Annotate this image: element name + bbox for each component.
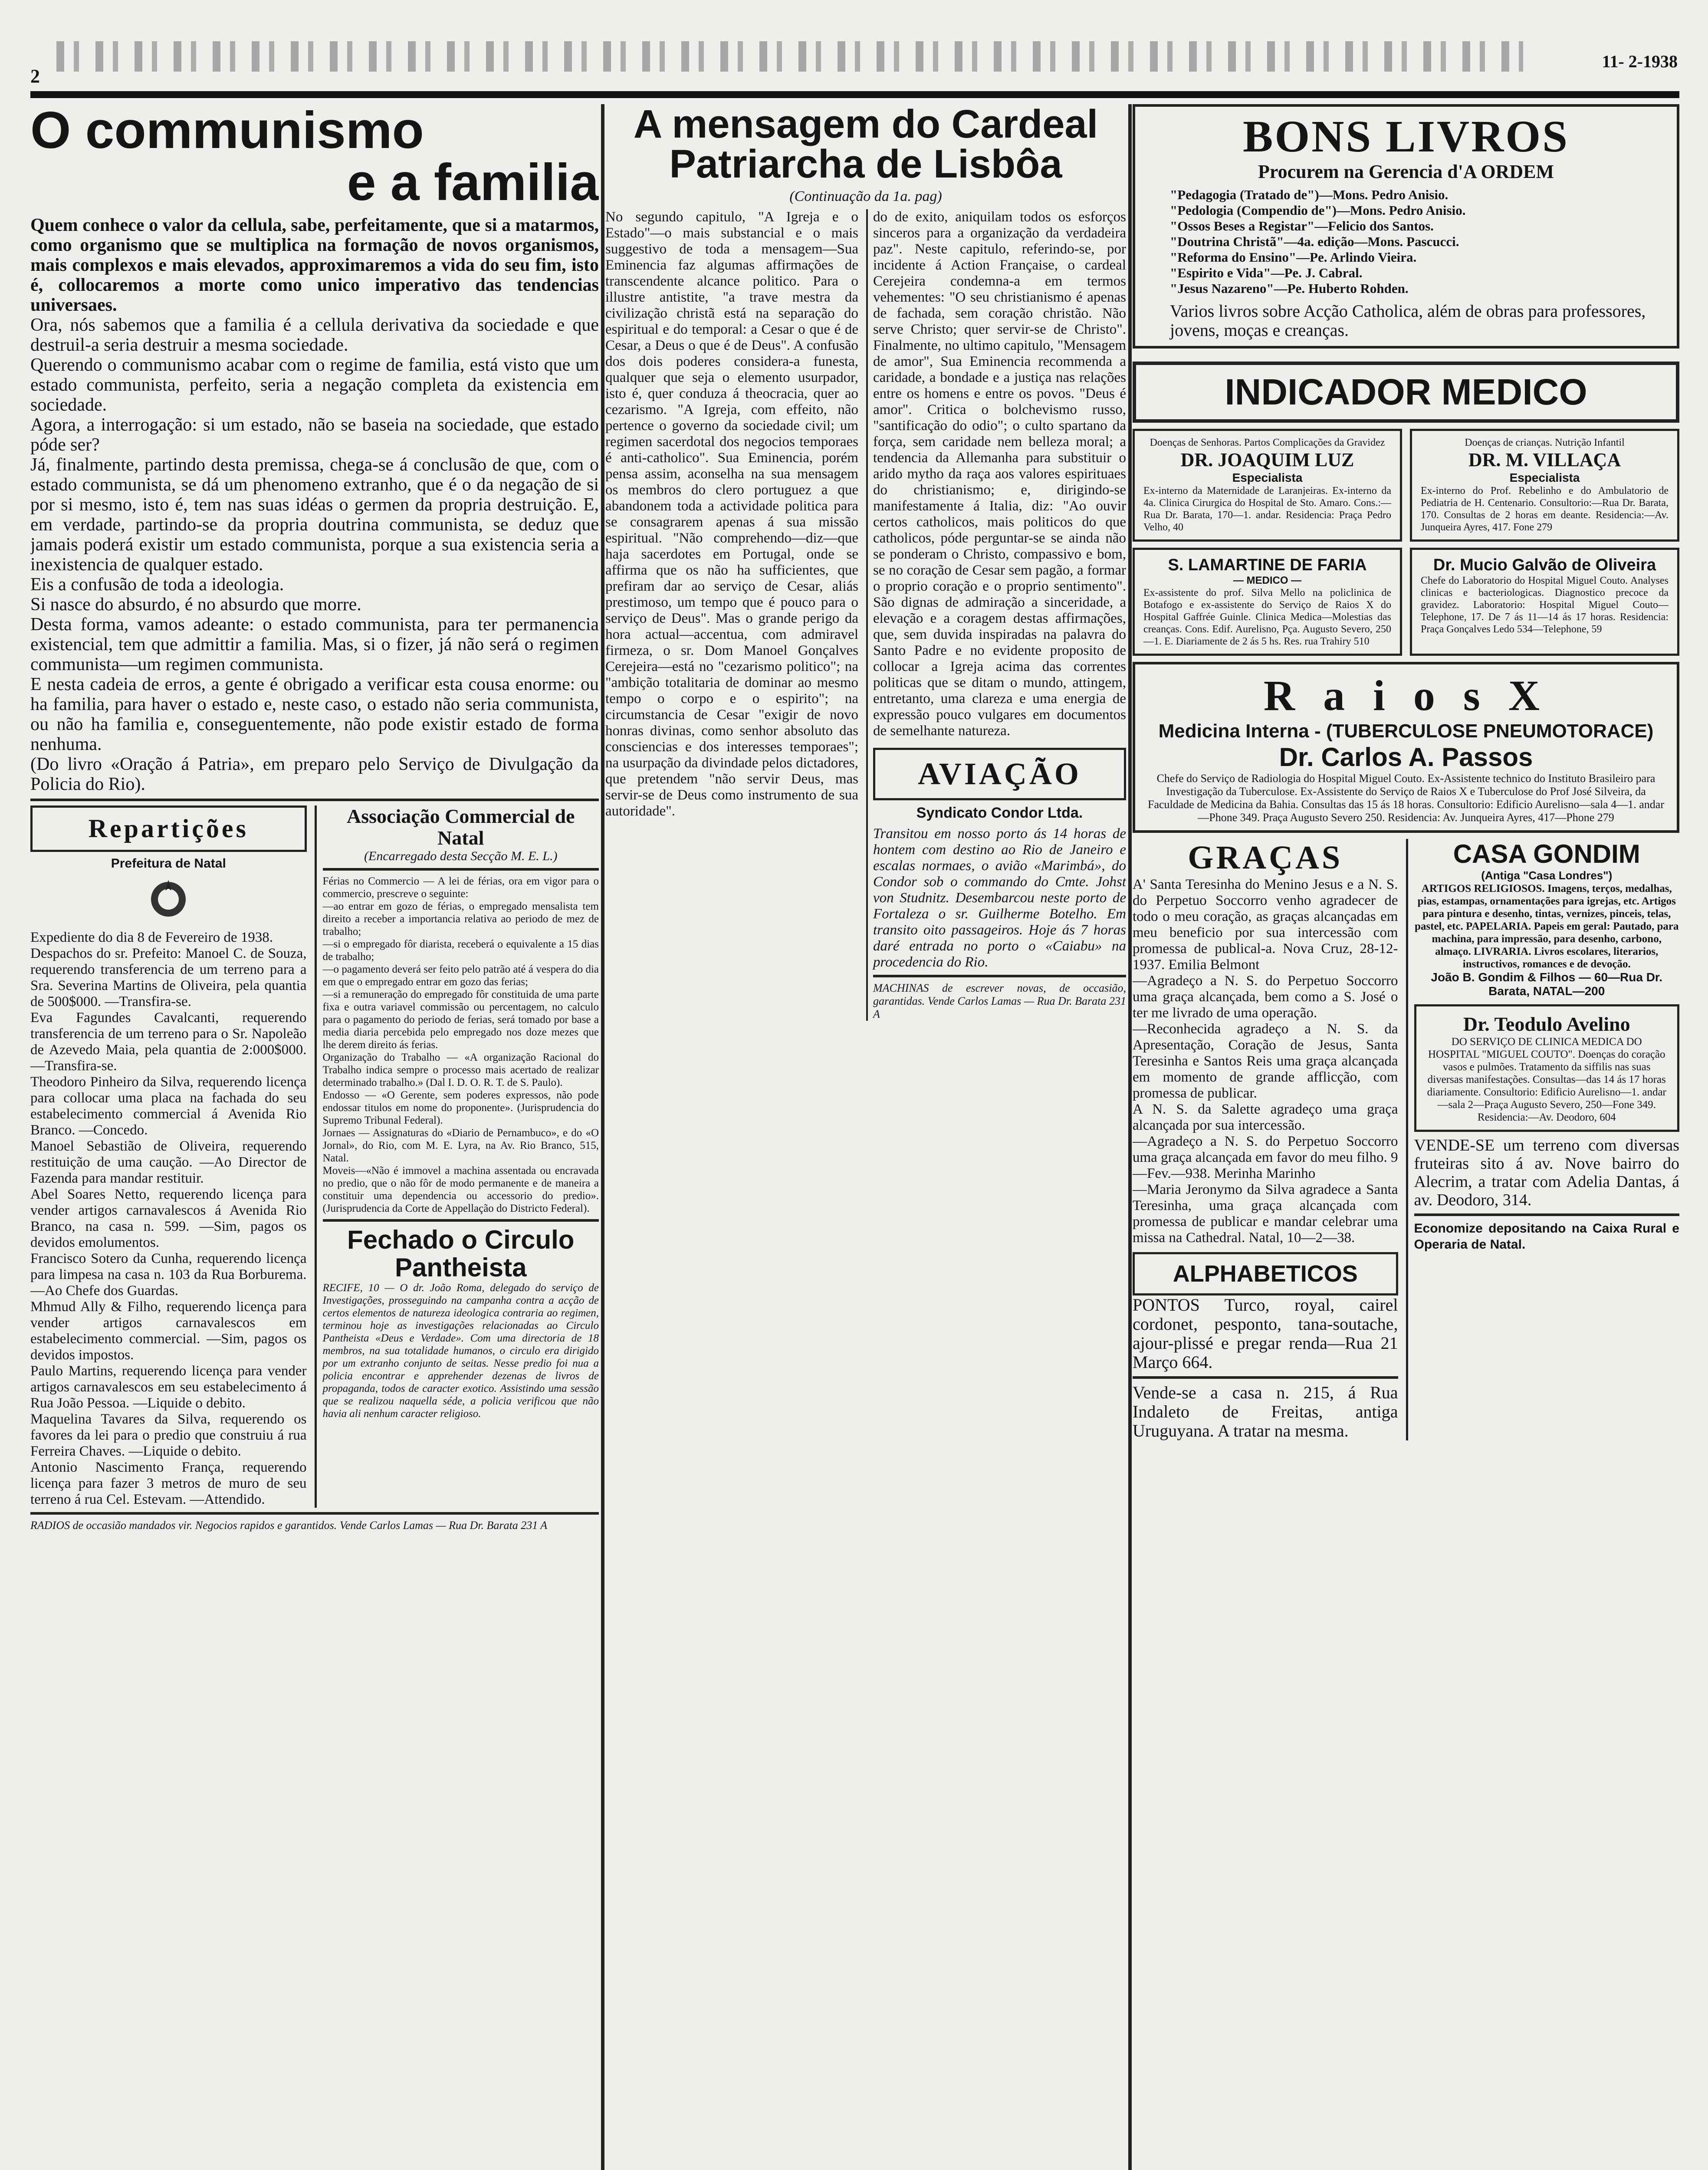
mensagem-subtitle: Patriarcha de Lisbôa: [669, 142, 1062, 186]
expediente-item: Paulo Martins, requerendo licença para vender artigos carnavalescos em seu estabelecimento á Rua João Pessoa. —Liquide o debito.: [30, 1363, 307, 1411]
doctor-name: DR. M. VILLAÇA: [1468, 449, 1621, 470]
doctor-specialty: Doenças de Senhoras. Partos Complicações da Gravidez: [1150, 437, 1385, 448]
prefeitura-heading: Prefeitura de Natal: [111, 856, 226, 871]
gracas-column: [1133, 839, 1398, 1440]
aviacao-subtitle: Syndicato Condor Ltda.: [916, 805, 1083, 821]
article-title-communismo: O communismo: [30, 104, 424, 159]
column-divider: [1128, 104, 1132, 2170]
page-number: 2: [30, 66, 40, 87]
associacao-item: Moveis—«Não é immovel a machina assentada ou encravada no predio, que o não fôr de modo permanente e de maneira a constituir uma dependencia ou accessorio do predio». (Jurisprudencia da Corte de Appellação do Districto Federal).: [322, 1165, 599, 1214]
avelino-ad: [1414, 1004, 1680, 1132]
article-paragraph: Ora, nós sabemos que a familia é a cellula derivativa da sociedade e que destruil-a seria destruir a mesma sociedade.: [30, 315, 599, 355]
radios-ad: RADIOS de occasião mandados vir. Negocios rapidos e garantidos. Vende Carlos Lamas — Rua Dr. Barata 231 A: [30, 1519, 548, 1532]
article-paragraph: E nesta cadeia de erros, a gente é obrigado a verificar esta cousa enorme: ou ha familia, para haver o estado e, neste caso, o estado não seria communista, ou não ha familia e, conseguentemente, não pode existir estado de forma nenhuma.: [30, 674, 599, 754]
doctor-details: Ex-interno da Maternidade de Laranjeiras. Ex-interno da 4a. Clinica Cirurgica do Hospital de Sto. Amaro. Cons.:—Rua Dr. Barata, 170—1. andar. Residencia: Praça Pedro Velho, 40: [1143, 485, 1391, 533]
gondim-column: [1406, 839, 1680, 1440]
article-paragraph: Agora, a interrogação: si um estado, não se baseia na sociedade, que estado póde ser?: [30, 415, 599, 455]
doctor-details: Chefe do Laboratorio do Hospital Miguel Couto. Analyses clinicas e bacteriologicas. Diagnostico precoce da gravidez. Laboratorio: Hospital Miguel Couto—Telephone, 17. De 7 ás 11—14 ás 17 horas. Residencia: Praça Gonçalves Ledo 534—Telephone, 59: [1421, 575, 1669, 635]
associacao-item: —si a remuneração do empregado fôr constituida de uma parte fixa e outra variavel commissão ou percentagem, no calculo para o pagamento do periodo de ferias, será tomado por base a media diaria percebida pelo empregado nos doze mezes que lhe derem direito ás ferias.: [322, 989, 599, 1051]
doctor-details: Ex-interno do Prof. Rebelinho e do Ambulatorio de Pediatria de H. Centenario. Consultorio:—Rua Dr. Barata, 170. Consultas de 2 horas em deante. Residencia:—Av. Junqueira Ayres, 417. Fone 279: [1421, 485, 1669, 533]
associacao-subtitle: (Encarregado desta Secção M. E. L.): [364, 849, 558, 863]
article-lead: Quem conhece o valor da cellula, sabe, perfeitamente, que si a matarmos, como organismo que se multiplica na formação de novos organismos, mais complexos e mais elevados, approximaremos a vida do seu fim, isto é, collocaremos a morte como unico imperativo das tendencias universaes.: [30, 215, 599, 315]
bons-livros-ad: [1133, 104, 1679, 349]
raios-x-title: R a i o s X: [1263, 671, 1549, 720]
mensagem-text-right: do de exito, aniquilam todos os esforços sinceros para a organização da verdadeira paz". Neste capitulo, referindo-se, por incidente á Action Française, o cardeal Cerejeira condemna-a em termos vehementes: "O seu christianismo é apenas de fachada, sem coração christão. Não serve Christo; quer servir-se de Christo". Finalmente, no ultimo capitulo, "Mensagem de amor", Sua Eminencia recommenda a caridade, a bondade e a justiça nas relações entre os homens e entre os povos. "Deus é amor". Critica o bolchevismo russo, "santificação do odio"; o culto spartano da força, sem caridade nem belleza moral; a tendencia da Allemanha para substituir o arido mytho da raça aos valores espirituaes do christianismo; e, dirigindo-se manifestamente á Italia, diz: "Ao ouvir certos catholicos, mais politicos do que catholicos, póde perguntar-se se ainda não se ponderam o Christo, compassivo e bom, se no coração de Cesar sem pagão, a formar o proprio coração e o proprio sentimento". São dignas de admiração a sinceridade, a elevação e a coragem destas affirmações, que, sem duvida inspiradas na palavra do Santo Padre e no evidente proposito de collocar a Igreja acima das correntes politicas que se ditam o mundo, attingem, entretanto, uma clareza e uma energia de expressão pouco vulgares em documentos de semelhante natureza.: [873, 209, 1126, 739]
book-item: "Doutrina Christã"—4a. edição—Mons. Pascucci.: [1170, 234, 1459, 249]
column-middle: [605, 104, 1126, 2170]
raios-x-ad: [1133, 662, 1679, 833]
section-rule: [30, 799, 599, 801]
book-item: "Reforma do Ensino"—Pe. Arlindo Vieira.: [1170, 250, 1417, 265]
associacao-column: [315, 806, 599, 1508]
doctor-specialty: Doenças de crianças. Nutrição Infantil: [1465, 437, 1625, 448]
coat-of-arms-icon: [30, 875, 307, 925]
machinas-ad: MACHINAS de escrever novas, de occasião, garantidas. Vende Carlos Lamas — Rua Dr. Barata 231 A: [873, 982, 1126, 1020]
reparticoes-column: [30, 806, 307, 1508]
aviacao-title: AVIAÇÃO: [873, 748, 1126, 800]
expediente-item: Manoel Sebastião de Oliveira, requerendo restituição de uma caução. —Ao Director de Fazenda para mandar restituir.: [30, 1138, 307, 1186]
associacao-item: Férias no Commercio — A lei de férias, ora em vigor para o commercio, prescreve o seguinte:: [322, 875, 599, 900]
section-rule: [323, 868, 599, 871]
section-rule: [1414, 1213, 1680, 1216]
doctor-role: Especialista: [1232, 471, 1303, 484]
issue-date: 11- 2-1938: [1602, 52, 1678, 71]
associacao-item: Organização do Trabalho — «A organização Racional do Trabalho indica sempre o processo mais acertado de realizar determinado trabalho.» (Dal I. D. O. R. T. de S. Paulo).: [322, 1052, 599, 1088]
book-item: "Pedagogia (Tratado de")—Mons. Pedro Anisio.: [1170, 187, 1449, 202]
section-rule: [323, 1219, 599, 1222]
mensagem-body: [605, 209, 1126, 1021]
top-rule: [30, 91, 1679, 98]
doctors-grid-2: [1133, 548, 1679, 656]
expediente-item: Abel Soares Netto, requerendo licença para vender artigos carnavalescos á Avenida Rio Branco, na casa n. 599. —Sim, pagos os devidos emolumentos.: [30, 1187, 307, 1250]
doctor-card: [1410, 429, 1679, 542]
doctor-card: [1133, 429, 1402, 542]
gondim-text: ARTIGOS RELIGIOSOS. Imagens, terços, medalhas, pias, estampas, ornamentações para igrejas, etc. Artigos para pintura e desenho, tintas, vernizes, pinceis, telas, pastel, etc. PAPELARIA. Papeis em geral: Pautado, para machina, para impressão, para desenho, carbono, almaço. LIVRARIA. Livros escolares, literarios, instructivos, romances e de devoção.: [1415, 883, 1679, 970]
doctors-grid-1: [1133, 429, 1679, 542]
article-paragraph: (Do livro «Oração á Patria», em preparo pelo Serviço de Divulgação da Policia do Rio).: [30, 754, 599, 794]
column-divider: [601, 104, 604, 2170]
book-item: "Ossos Beses a Registar"—Felicio dos Santos.: [1170, 218, 1434, 233]
gracas-item: —Maria Jeronymo da Silva agradece a Santa Teresinha, uma graça alcançada com promessa de publicar e mandar celebrar uma missa na Cathedral. Natal, 10—2—38.: [1133, 1182, 1398, 1246]
vende-casa-ad: Vende-se a casa n. 215, á Rua Indaleto de Freitas, antiga Uruguyana. A tratar na mesma.: [1133, 1383, 1398, 1440]
gracas-title: GRAÇAS: [1188, 839, 1343, 876]
lower-right-section: [1133, 839, 1679, 1440]
raios-x-subtitle: Medicina Interna - (TUBERCULOSE PNEUMOTORACE): [1158, 720, 1654, 742]
doctor-details: Ex-assistente do prof. Silva Mello na policlinica de Botafogo e ex-assistente do Serviço de Raios X do Hospital Gaffrée Guinle. Clinica Medica—Molestias das creanças. Cons. Edif. Aurelisno, Pça. Augusto Severo, 250—1. E. Diariamente de 2 ás 5 hs. Res. rua Trahiry 510: [1143, 587, 1391, 647]
section-rule: [30, 1512, 599, 1515]
book-item: "Pedologia (Compendio de")—Mons. Pedro Anisio.: [1170, 203, 1466, 218]
expediente-item: Maquelina Tavares da Silva, requerendo os favores da lei para o predio que construiu á rua Ferreira Chaves. —Liquide o debito.: [30, 1411, 307, 1459]
gracas-item: A N. S. da Salette agradeço uma graça alcançada por sua intercessão.: [1133, 1101, 1398, 1133]
reparticoes-title: Repartições: [30, 806, 307, 852]
expediente-item: Francisco Sotero da Cunha, requerendo licença para limpesa na casa n. 103 da Rua Borburema. —Ao Chefe dos Guardas.: [30, 1251, 307, 1299]
alphabeticos-text: PONTOS Turco, royal, cairel cordonet, pesponto, tana-soutache, ajour-plissé e pregar renda—Rua 21 Março 664.: [1133, 1295, 1398, 1372]
aviacao-text: Transitou em nosso porto ás 14 horas de hontem com destino ao Rio de Janeiro e escalas normaes, o avião «Marimbá», do Condor sob o commando do Cmte. Johst von Studnitz. Desembarcou neste porto de Fortaleza o sr. Guilherme Botelho. Em transito oito passageiros. Hoje ás 7 horas daré entrada no porto o «Caiabu» na procedencia do Rio.: [873, 826, 1126, 970]
gondim-footer: João B. Gondim & Filhos — 60—Rua Dr. Barata, NATAL—200: [1431, 970, 1663, 998]
doctor-name: DR. JOAQUIM LUZ: [1180, 449, 1354, 470]
avelino-text: DO SERVIÇO DE CLINICA MEDICA DO HOSPITAL "MIGUEL COUTO". Doenças do coração vasos e pulmões. Tratamento da siffilis nas suas diversas manifestações. Consultas—das 14 ás 17 horas diariamente. Consultorio: Edificio Aurelisno—1. andar—sala 2—Praça Augusto Severo, 250—Fone 349. Residencia:—Av. Deodoro, 604: [1427, 1036, 1666, 1123]
article-paragraph: Querendo o communismo acabar com o regime de familia, está visto que um estado communista, perfeito, seria a negação completa da existencia em sociedade.: [30, 355, 599, 415]
doctor-role: — MEDICO —: [1233, 575, 1302, 586]
expediente-item: Expediente do dia 8 de Fevereiro de 1938.: [30, 930, 273, 945]
expediente-item: Theodoro Pinheiro da Silva, requerendo licença para collocar uma placa na fachada do seu estabelecimento commercial á Avenida Rio Branco. —Concedo.: [30, 1074, 307, 1138]
section-rule: [1133, 1376, 1398, 1379]
article-title-familia: e a familia: [347, 153, 599, 211]
doctor-name: Dr. Mucio Galvão de Oliveira: [1433, 556, 1656, 574]
raios-x-details: Chefe do Serviço de Radiologia do Hospital Miguel Couto. Ex-Assistente technico do Instituto Brasileiro para Investigação da Tuberculose. Ex-Assistente do Serviço de Raios X e Tuberculose do Prof José Silveira, da Faculdade de Medicina da Bahia. Consultas das 15 ás 18 horas. Consultorio: Edificio Aurelisno—sala 4—1. andar—Phone 349. Praça Augusto Severo 250. Residencia: Av. Junqueira Ayres, 417—Phone 279: [1148, 772, 1664, 824]
column-left: [30, 104, 599, 2170]
bons-livros-footer: Varios livros sobre Acção Catholica, além de obras para professores, jovens, moças e creanças.: [1170, 301, 1646, 340]
gracas-item: —Agradeço a N. S. do Perpetuo Soccorro uma graça alcançada em favor do meu filho. 9—Fev.—938. Merinha Marinho: [1133, 1134, 1398, 1181]
bons-livros-subtitle: Procurem na Gerencia d'A ORDEM: [1258, 161, 1554, 182]
book-item: "Espirito e Vida"—Pe. J. Cabral.: [1170, 265, 1363, 280]
bons-livros-title: BONS LIVROS: [1243, 112, 1569, 161]
article-paragraph: Si nasce do absurdo, é no absurdo que morre.: [30, 595, 361, 615]
associacao-item: Endosso — «O Gerente, sem poderes expressos, não pode endossar titulos em nome do proponente». (Jurisprudencia do Supremo Tribunal Federal).: [322, 1089, 599, 1126]
gracas-item: —Agradeço a N. S. do Perpetuo Soccorro uma graça alcançada, bem como a S. José o ter me livrado de uma operação.: [1133, 973, 1398, 1021]
associacao-title: Associação Commercial de Natal: [347, 805, 575, 849]
associacao-item: Jornaes — Assignaturas do «Diario de Pernambuco», e do «O Jornal», do Rio, com M. E. Lyra, na Av. Rio Branco, 515, Natal.: [322, 1127, 599, 1164]
expediente-item: Eva Fagundes Cavalcanti, requerendo transferencia de um terreno para o Sr. Napoleão de Azevedo Maia, pela quantia de 2:000$000. —Transfira-se.: [30, 1010, 307, 1074]
associacao-item: —o pagamento deverá ser feito pelo patrão até á vespera do dia em que o empregado entrar em gozo das ferias;: [322, 963, 599, 988]
indicador-medico-title: INDICADOR MEDICO: [1133, 362, 1679, 423]
raios-x-doctor: Dr. Carlos A. Passos: [1279, 743, 1533, 772]
damaged-masthead-band: [56, 41, 1523, 72]
expediente-item: Antonio Nascimento França, requerendo licença para fazer 3 metros de muro de seu terreno á rua Cel. Estevam. —Attendido.: [30, 1460, 307, 1507]
avelino-name: Dr. Teodulo Avelino: [1463, 1013, 1630, 1035]
gondim-subtitle: (Antiga "Casa Londres"): [1481, 869, 1613, 882]
gondim-title: CASA GONDIM: [1453, 839, 1640, 868]
continuation-note: (Continuação da 1a. pag): [789, 188, 942, 204]
gracas-item: A' Santa Teresinha do Menino Jesus e a N. S. do Perpetuo Soccorro venho agradecer de todo o meu coração, as graças alcançadas em meu beneficio por sua intercessão com promessa de publical-a. Nova Cruz, 28-12-1937. Emilia Belmont: [1133, 877, 1398, 973]
mensagem-text-left: No segundo capitulo, "A Igreja e o Estado"—o mais substancial e o mais suggestivo de toda a mensagem—Sua Eminencia faz algumas affirmações de transcendente alcance politico. Para o illustre antistite, "a trave mestra da civilização christã está na separação do espiritual e do temporal: a Cesar o que é de Cesar, a Deus o que é de Deus". A confusão dos dois poderes considera-a funesta, qualquer que seja o elemento usurpador, isto é, quer conduza á theocracia, quer ao cezarismo. "A Igreja, com effeito, não pertence o governo da sociedade civil; um regimen sacerdotal dos negocios temporaes é anti-catholico". Sua Eminencia, porém pensa assim, aconselha na sua mensagem os membros do clero portuguez a que abandonem toda a actividade politica para se consagrarem apenas á sua missão espiritual. "Não comprehendo—diz—que haja sacerdotes em Portugal, onde se affirma que os não ha sufficientes, que prefiram dar ao serviço de Cesar, aliás prestimoso, um tempo que é pouco para o serviço de Deus". Mas o grande perigo da hora actual—accentua, com admiravel firmeza, o sr. Dom Manoel Gonçalves Cerejeira—está no "cezarismo politico"; na "ambição totalitaria de dominar ao mesmo tempo o corpo e o espirito"; na circumstancia de Cesar "exigir de novo honras divinas, como senhor absoluto das consciencias e dos interesses temporaes"; na usurpação da divindade pelos dictadores, que pretendem "não servir Deus, mas servir-se de Deus como instrumento de sua autoridade".: [605, 209, 858, 819]
fechado-text: RECIFE, 10 — O dr. João Roma, delegado do serviço de Investigações, prosseguindo na campanha contra a acção de certos elementos de natureza ideologica contraria ao regimen, terminou hoje as investigações relacionadas ao Circulo Pantheista «Deus e Verdade». Com uma directoria de 18 membros, na sua totalidade humanos, o circulo era dirigido por um extranho conjunto de seitas. Nesse predio foi nua a policia encontrar e apprehender dezenas de livros de propaganda, todos de caracter exotico. Assistindo uma sessão que se realizou naquella séde, a policia verificou que não havia ali nenhum caracter religioso.: [322, 1282, 599, 1420]
gracas-item: —Reconhecida agradeço a N. S. da Apresentação, Coração de Jesus, Santa Teresinha e Santos Reis uma graça alcançada em momento de grande afflicção, com promessa de publicar.: [1133, 1021, 1398, 1101]
column-right: [1133, 104, 1679, 2170]
fechado-title: Fechado o Circulo Pantheista: [347, 1225, 575, 1282]
book-item: "Jesus Nazareno"—Pe. Huberto Rohden.: [1170, 281, 1409, 296]
mensagem-title: A mensagem do Cardeal: [633, 104, 1098, 146]
lower-left-section: [30, 806, 599, 1508]
bons-livros-list: [1144, 187, 1668, 296]
expediente-item: Mhmud Ally & Filho, requerendo licença para vender artigos carnavalescos em estabelecimento commercial. —Sim, pagos os devidos impostos.: [30, 1299, 307, 1363]
article-paragraph: Desta forma, vamos adeante: o estado communista, para ter permanencia existencial, tem que admittir a familia. Mas, si o fizer, já não será o regimen communista—um regimen communista.: [30, 615, 599, 674]
associacao-item: —si o empregado fôr diarista, receberá o equivalente a 15 dias de trabalho;: [322, 938, 599, 963]
section-rule: [873, 975, 1126, 977]
alphabeticos-title: ALPHABETICOS: [1133, 1252, 1398, 1295]
doctor-card: [1133, 548, 1402, 656]
doctor-card: [1410, 548, 1679, 656]
vende-terreno-ad: VENDE-SE um terreno com diversas fruteiras sito á av. Nove bairro do Alecrim, a tratar com Adelia Dantas, á av. Deodoro, 314.: [1414, 1136, 1679, 1209]
doctor-role: Especialista: [1509, 471, 1580, 484]
article-paragraph: Eis a confusão de toda a ideologia.: [30, 575, 284, 595]
doctor-name: S. LAMARTINE DE FARIA: [1168, 556, 1367, 574]
article-paragraph: Já, finalmente, partindo desta premissa, chega-se á conclusão de que, com o estado communista, se dá um phenomeno extranho, que é o da negação de si por si mesmo, isto é, tem nas suas idéas o germen da propria destruição. E, em verdade, partindo-se da propria doutrina communista, se deduz que jamais poderá existir um estado communista, porque a sua existencia seria a inexistencia de qualquer estado.: [30, 455, 599, 575]
expediente-item: Despachos do sr. Prefeito: Manoel C. de Souza, requerendo transferencia de um terreno para a Sra. Severina Martins de Oliveira, pela quantia de 500$000. —Transfira-se.: [30, 946, 307, 1009]
associacao-item: —ao entrar em gozo de férias, o empregado mensalista tem direito a receber a importancia relativa ao periodo de mez de trabalho;: [322, 901, 599, 937]
caixa-rural-ad: Economize depositando na Caixa Rural e Operaria de Natal.: [1414, 1221, 1679, 1252]
